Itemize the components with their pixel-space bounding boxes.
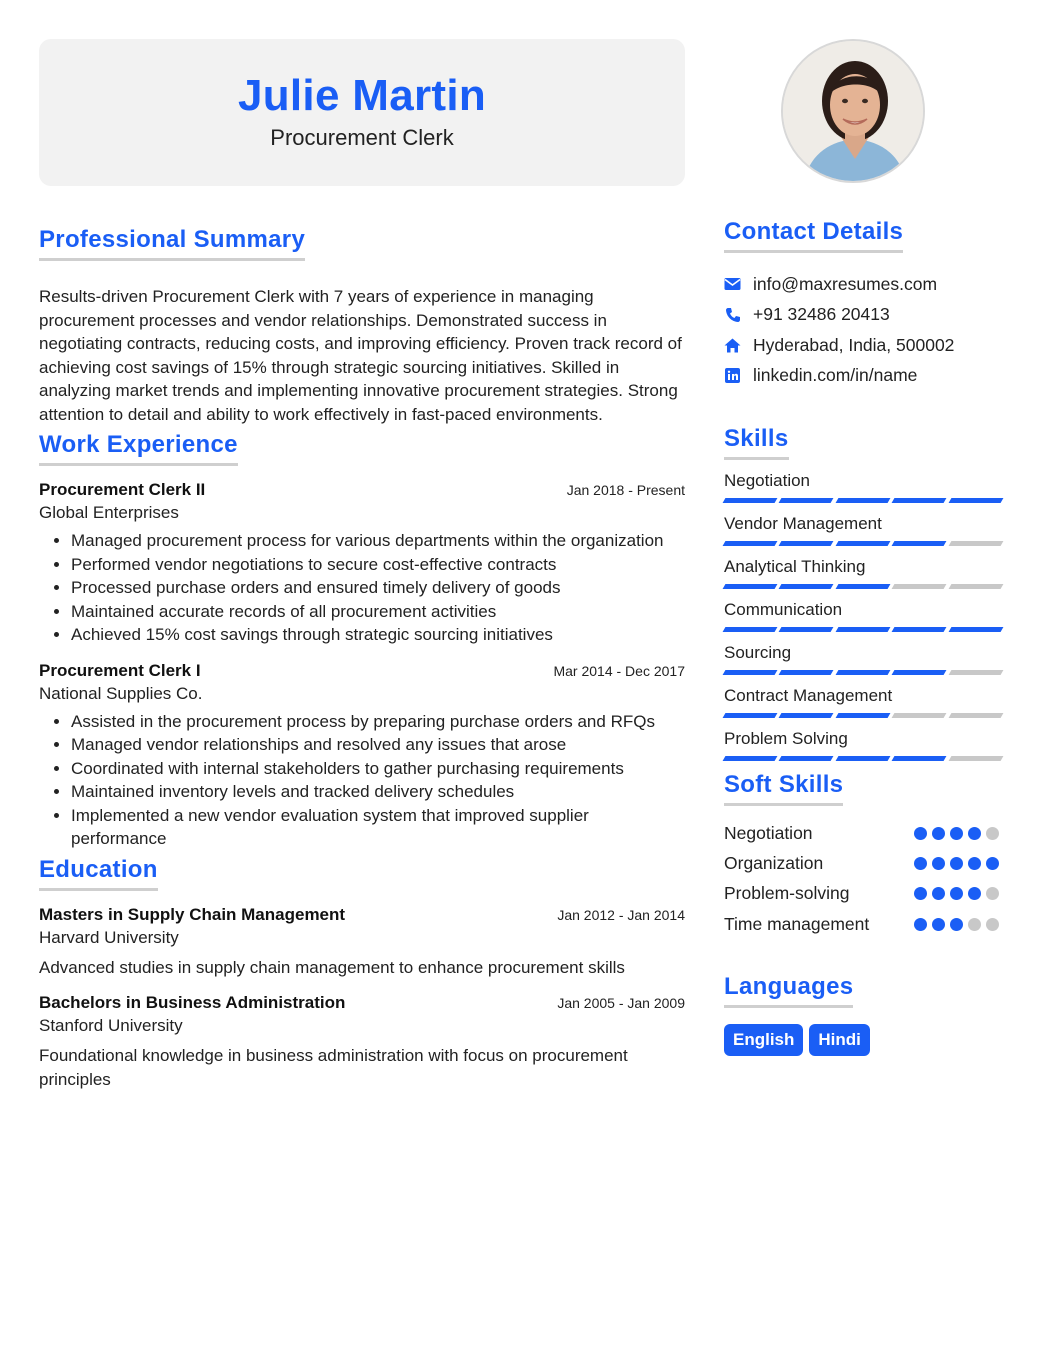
skill-level-segment bbox=[948, 756, 1003, 761]
summary-title: Professional Summary bbox=[39, 226, 305, 261]
job-bullet: • Maintained inventory levels and tracked delivery schedules bbox=[71, 780, 685, 804]
skill-level-segment bbox=[892, 756, 947, 761]
rating-dot bbox=[986, 887, 999, 900]
rating-dot bbox=[950, 857, 963, 870]
job-bullet: • Coordinated with internal stakeholders to gather purchasing requirements bbox=[71, 757, 685, 781]
skills-section bbox=[724, 425, 1002, 761]
skill-level-bar bbox=[724, 541, 1002, 546]
summary-section bbox=[39, 226, 685, 426]
skill-level-segment bbox=[779, 756, 834, 761]
skill-level-segment bbox=[892, 584, 947, 589]
skill-name: Negotiation bbox=[724, 471, 811, 490]
skill-name: Communication bbox=[724, 600, 843, 619]
education-title: Education bbox=[39, 856, 158, 891]
languages-list bbox=[724, 1024, 1002, 1056]
phone-text: +91 32486 20413 bbox=[753, 304, 890, 325]
soft-skills-section bbox=[724, 771, 1002, 939]
skills-list bbox=[724, 470, 1002, 761]
school-name: Harvard University bbox=[39, 927, 179, 947]
skill-name: Vendor Management bbox=[724, 514, 882, 533]
degree-title: Bachelors in Business Administration bbox=[39, 993, 346, 1012]
skill-level-segment bbox=[779, 541, 834, 546]
skill-level-segment bbox=[723, 498, 778, 503]
skill-level-bar bbox=[724, 756, 1002, 761]
job-title: Procurement Clerk II bbox=[39, 480, 206, 499]
skill-level-segment bbox=[779, 627, 834, 632]
skills-title: Skills bbox=[724, 425, 789, 460]
skill-level-segment bbox=[892, 541, 947, 546]
skill-item bbox=[724, 642, 1002, 675]
candidate-name: Julie Martin bbox=[237, 71, 487, 120]
job-bullet: • Assisted in the procurement process by preparing purchase orders and RFQs bbox=[71, 710, 685, 734]
home-icon bbox=[724, 337, 741, 354]
rating-dot bbox=[968, 827, 981, 840]
skill-item bbox=[724, 513, 1002, 546]
skill-level-segment bbox=[723, 756, 778, 761]
side-column bbox=[724, 39, 1002, 1056]
rating-dot bbox=[932, 827, 945, 840]
skill-level-segment bbox=[779, 713, 834, 718]
skill-level-segment bbox=[835, 627, 890, 632]
education-entry bbox=[39, 905, 685, 980]
soft-skill-rating bbox=[914, 827, 999, 840]
job-entry bbox=[39, 661, 685, 851]
skill-level-bar bbox=[724, 584, 1002, 589]
job-date: Jan 2018 - Present bbox=[566, 482, 685, 498]
rating-dot bbox=[932, 887, 945, 900]
skill-level-bar bbox=[724, 713, 1002, 718]
soft-skill-rating bbox=[914, 857, 999, 870]
experience-title: Work Experience bbox=[39, 431, 238, 466]
soft-skills-title: Soft Skills bbox=[724, 771, 843, 806]
language-badge: Hindi bbox=[809, 1024, 870, 1056]
job-bullet: • Maintained accurate records of all procurement activities bbox=[71, 600, 685, 624]
skill-item bbox=[724, 556, 1002, 589]
skill-level-segment bbox=[892, 498, 947, 503]
soft-skills-list bbox=[724, 818, 1002, 939]
rating-dot bbox=[914, 857, 927, 870]
skill-level-segment bbox=[948, 498, 1003, 503]
job-company: Global Enterprises bbox=[39, 503, 179, 522]
rating-dot bbox=[968, 918, 981, 931]
envelope-icon bbox=[724, 276, 741, 293]
contact-address bbox=[724, 330, 1002, 361]
phone-icon bbox=[724, 306, 741, 323]
soft-skill-item bbox=[724, 909, 1002, 939]
skill-name: Contract Management bbox=[724, 686, 893, 705]
rating-dot bbox=[950, 918, 963, 931]
skill-level-segment bbox=[948, 670, 1003, 675]
education-entry bbox=[39, 993, 685, 1091]
soft-skill-name: Time management bbox=[724, 913, 870, 934]
job-company: National Supplies Co. bbox=[39, 683, 203, 703]
skill-level-segment bbox=[723, 713, 778, 718]
skill-item bbox=[724, 685, 1002, 718]
contact-section bbox=[724, 218, 1002, 391]
skill-item bbox=[724, 728, 1002, 761]
skill-level-bar bbox=[724, 627, 1002, 632]
main-column bbox=[39, 39, 685, 1091]
summary-text: Results-driven Procurement Clerk with 7 years of experience in managing procurement processes and vendor relationships. Demonstrated success in negotiating contracts, reducing costs, and improving efficiency. Proven track record of achieving cost savings of 15% through strategic sourcing initiatives. Skilled in analyzing market trends and implementing innovative procurement strategies. Strong attention to detail and ability to work effectively in fast-paced environments. bbox=[39, 287, 682, 424]
skill-level-segment bbox=[723, 584, 778, 589]
education-description: Advanced studies in supply chain management to enhance procurement skills bbox=[39, 957, 625, 977]
skill-level-segment bbox=[835, 541, 890, 546]
soft-skill-item bbox=[724, 848, 1002, 878]
address-text: Hyderabad, India, 500002 bbox=[753, 334, 955, 355]
job-bullet: • Managed vendor relationships and resolved any issues that arose bbox=[71, 733, 685, 757]
soft-skill-name: Negotiation bbox=[724, 822, 813, 843]
job-entry bbox=[39, 480, 685, 647]
rating-dot bbox=[986, 918, 999, 931]
education-date: Jan 2012 - Jan 2014 bbox=[557, 906, 685, 923]
education-date: Jan 2005 - Jan 2009 bbox=[557, 995, 685, 1011]
skill-level-segment bbox=[892, 627, 947, 632]
skill-name: Problem Solving bbox=[724, 729, 848, 748]
linkedin-icon bbox=[724, 367, 741, 384]
contact-email[interactable] bbox=[724, 269, 1002, 300]
education-section bbox=[39, 856, 685, 1092]
soft-skill-rating bbox=[914, 918, 999, 931]
rating-dot bbox=[968, 857, 981, 870]
skill-level-segment bbox=[835, 498, 890, 503]
skill-level-segment bbox=[948, 713, 1003, 718]
skill-level-segment bbox=[779, 670, 834, 675]
rating-dot bbox=[932, 857, 945, 870]
soft-skill-name: Problem-solving bbox=[724, 883, 850, 904]
header-box bbox=[39, 39, 685, 186]
rating-dot bbox=[914, 887, 927, 900]
job-date: Mar 2014 - Dec 2017 bbox=[553, 662, 685, 679]
skill-name: Analytical Thinking bbox=[724, 557, 866, 576]
rating-dot bbox=[986, 827, 999, 840]
rating-dot bbox=[914, 918, 927, 931]
degree-title: Masters in Supply Chain Management bbox=[39, 904, 346, 924]
skill-level-segment bbox=[779, 584, 834, 589]
skill-level-bar bbox=[724, 498, 1002, 503]
skill-level-segment bbox=[723, 541, 778, 546]
job-bullet: • Managed procurement process for various departments within the organization bbox=[71, 529, 685, 553]
skill-level-segment bbox=[892, 670, 947, 675]
rating-dot bbox=[914, 827, 927, 840]
skill-level-segment bbox=[835, 756, 890, 761]
contact-phone[interactable] bbox=[724, 300, 1002, 331]
job-bullet: • Implemented a new vendor evaluation system that improved supplier performance bbox=[71, 804, 685, 851]
rating-dot bbox=[986, 857, 999, 870]
skill-level-segment bbox=[948, 627, 1003, 632]
rating-dot bbox=[950, 827, 963, 840]
skill-item bbox=[724, 470, 1002, 503]
experience-section bbox=[39, 431, 685, 851]
education-description: Foundational knowledge in business administration with focus on procurement principles bbox=[39, 1046, 628, 1089]
school-name: Stanford University bbox=[39, 1016, 183, 1035]
languages-title: Languages bbox=[724, 973, 853, 1008]
soft-skill-item bbox=[724, 879, 1002, 909]
candidate-role: Procurement Clerk bbox=[270, 125, 454, 150]
rating-dot bbox=[932, 918, 945, 931]
skill-name: Sourcing bbox=[724, 643, 792, 662]
soft-skill-item bbox=[724, 818, 1002, 848]
job-bullet: • Achieved 15% cost savings through strategic sourcing initiatives bbox=[71, 623, 685, 647]
contact-title: Contact Details bbox=[724, 218, 903, 253]
profile-photo bbox=[781, 39, 925, 183]
skill-level-segment bbox=[835, 670, 890, 675]
skill-level-segment bbox=[723, 670, 778, 675]
linkedin-text: linkedin.com/in/name bbox=[753, 365, 918, 386]
job-title: Procurement Clerk I bbox=[39, 660, 201, 680]
soft-skill-name: Organization bbox=[724, 852, 824, 873]
skill-level-segment bbox=[835, 584, 890, 589]
skill-item bbox=[724, 599, 1002, 632]
skill-level-segment bbox=[723, 627, 778, 632]
email-text: info@maxresumes.com bbox=[753, 273, 938, 294]
job-bullet: • Processed purchase orders and ensured timely delivery of goods bbox=[71, 576, 685, 600]
contact-linkedin[interactable] bbox=[724, 361, 1002, 392]
rating-dot bbox=[968, 887, 981, 900]
skill-level-bar bbox=[724, 670, 1002, 675]
job-bullets bbox=[39, 529, 685, 647]
contact-list bbox=[724, 269, 1002, 391]
languages-section bbox=[724, 973, 1002, 1056]
soft-skill-rating bbox=[914, 887, 999, 900]
skill-level-segment bbox=[948, 541, 1003, 546]
skill-level-segment bbox=[835, 713, 890, 718]
language-badge: English bbox=[724, 1024, 803, 1056]
rating-dot bbox=[950, 887, 963, 900]
skill-level-segment bbox=[948, 584, 1003, 589]
skill-level-segment bbox=[779, 498, 834, 503]
job-bullet: • Performed vendor negotiations to secure cost-effective contracts bbox=[71, 553, 685, 577]
job-bullets bbox=[39, 710, 685, 851]
skill-level-segment bbox=[892, 713, 947, 718]
